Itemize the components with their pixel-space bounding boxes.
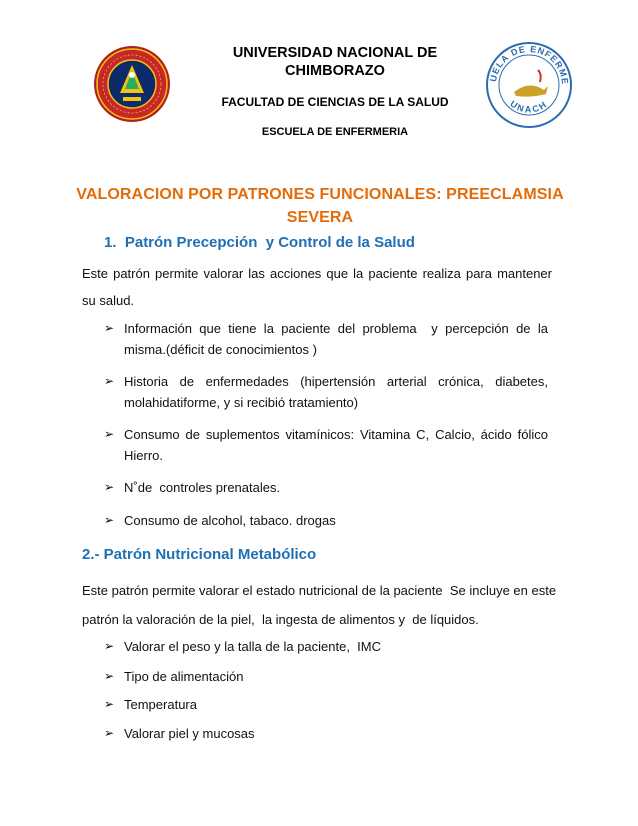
- bullet-text: N˚de controles prenatales.: [124, 480, 281, 495]
- bullet-text-line2: Hierro.: [124, 448, 164, 463]
- bullet-arrow-icon: ➢: [104, 726, 115, 740]
- section1-heading: 1. Patrón Precepción y Control de la Salud: [104, 234, 415, 251]
- section1-paragraph-line2: su salud.: [82, 293, 135, 308]
- faculty-name: FACULTAD DE CIENCIAS DE LA SALUD: [221, 95, 449, 109]
- bullet-arrow-icon: ➢: [104, 697, 115, 711]
- bullet-text: Temperatura: [124, 697, 197, 712]
- university-name-line2: CHIMBORAZO: [285, 63, 385, 79]
- university-seal-logo: [93, 45, 171, 123]
- title-line1: VALORACION POR PATRONES FUNCIONALES: PREECLAMSIA: [76, 186, 564, 203]
- nursing-school-logo: [484, 40, 574, 130]
- bullet-text: Valorar el peso y la talla de la paciente, IMC: [124, 639, 382, 654]
- section1-paragraph-line1: Este patrón permite valorar las acciones que la paciente realiza para mantener: [82, 266, 552, 281]
- bullet-text: Valorar piel y mucosas: [124, 726, 255, 741]
- section1-bullet-1: [104, 318, 548, 362]
- university-name: [200, 44, 470, 80]
- section1-bullet-3: [104, 424, 548, 468]
- section1-bullet-5: [104, 510, 548, 532]
- section2-bullet-4: [104, 723, 548, 745]
- bullet-text: Tipo de alimentación: [124, 669, 244, 684]
- section2-paragraph: [82, 576, 557, 634]
- bullet-text-line2: misma.(déficit de conocimientos ): [124, 342, 317, 357]
- section1-bullet-2: [104, 371, 548, 415]
- bullet-arrow-icon: ➢: [104, 513, 115, 527]
- bullet-arrow-icon: ➢: [104, 669, 115, 683]
- university-name-line1: UNIVERSIDAD NACIONAL DE: [232, 45, 438, 61]
- bullet-arrow-icon: ➢: [104, 321, 115, 335]
- bullet-text-line1: Consumo de suplementos vitamínicos: Vitamina C, Calcio, ácido fólico: [124, 427, 548, 442]
- section1-paragraph: [82, 260, 552, 314]
- section2-heading: 2.- Patrón Nutricional Metabólico: [82, 546, 317, 563]
- svg-text:ESCUELA DE ENFERMERIA: UELA DE ENFERME: [488, 43, 571, 86]
- bullet-text-line1: Información que tiene la paciente del problema y percepción de la: [124, 321, 548, 336]
- bullet-text-line2: molahidatiforme, y si recibió tratamiento): [124, 395, 359, 410]
- bullet-text: Consumo de alcohol, tabaco. drogas: [124, 513, 336, 528]
- bullet-arrow-icon: ➢: [104, 374, 115, 388]
- section2-bullet-1: [104, 636, 548, 658]
- title-line2: SEVERA: [286, 209, 354, 226]
- bullet-text-line1: Historia de enfermedades (hipertensión arterial crónica, diabetes,: [124, 374, 548, 389]
- section1-bullet-4: [104, 477, 548, 499]
- document-title: [70, 183, 570, 229]
- section2-bullet-3: [104, 694, 548, 716]
- bullet-arrow-icon: ➢: [104, 480, 115, 494]
- bullet-arrow-icon: ➢: [104, 639, 115, 653]
- section2-paragraph-line1: Este patrón permite valorar el estado nutricional de la paciente Se incluye en este: [82, 583, 557, 598]
- section2-paragraph-line2: patrón la valoración de la piel, la ingesta de alimentos y de líquidos.: [82, 612, 479, 627]
- svg-text:UNACH: UNACH: [508, 98, 550, 115]
- school-name: ESCUELA DE ENFERMERIA: [261, 126, 409, 138]
- bullet-arrow-icon: ➢: [104, 427, 115, 441]
- section2-bullet-2: [104, 666, 548, 688]
